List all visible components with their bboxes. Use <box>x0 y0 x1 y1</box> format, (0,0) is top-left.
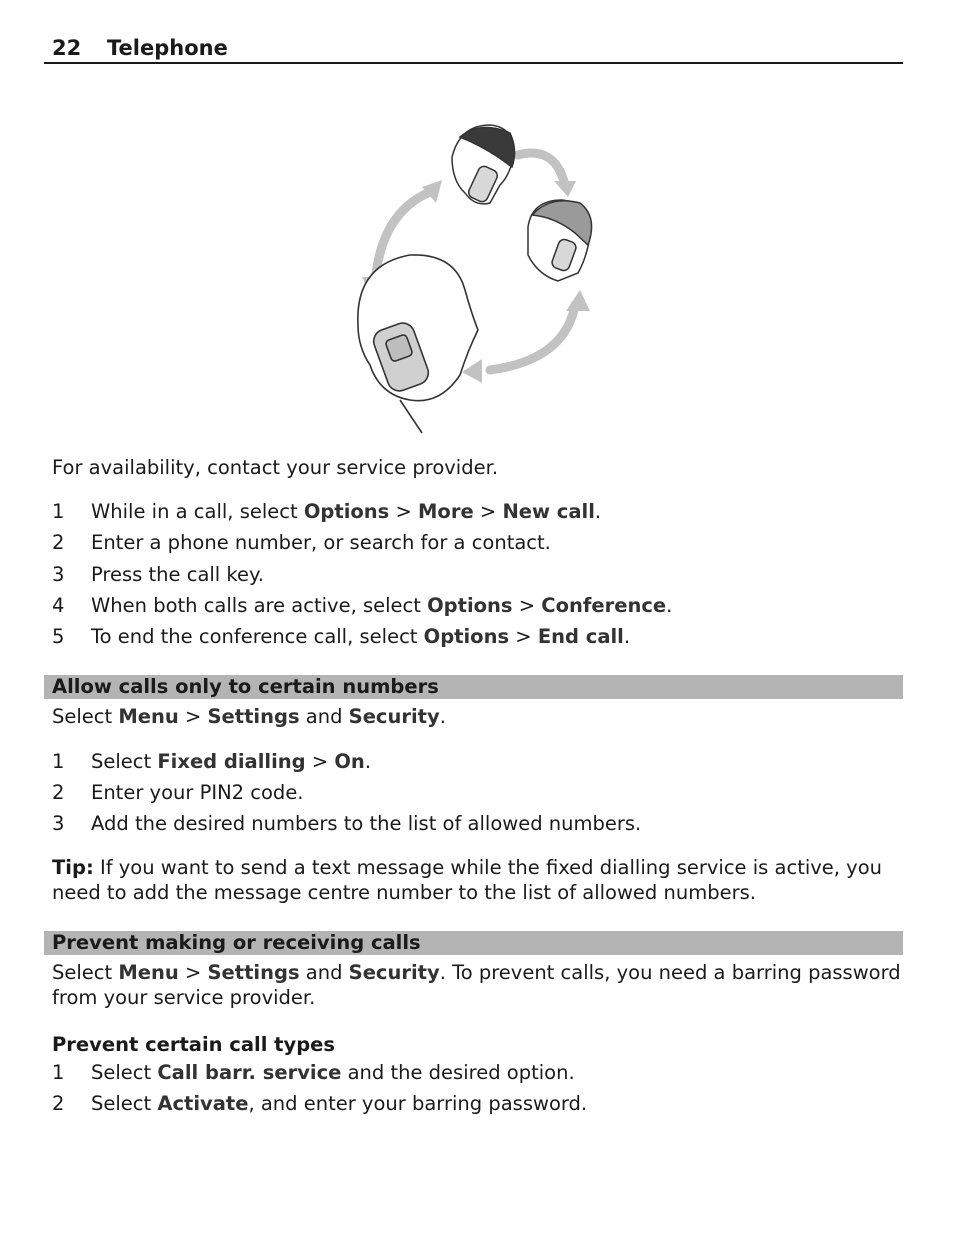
step-number: 5 <box>52 625 65 648</box>
fixed-select-path: Select Menu > Settings and Security. <box>52 705 446 728</box>
step-number: 4 <box>52 594 65 617</box>
step-text: Add the desired numbers to the list of allowed numbers. <box>91 812 642 835</box>
menu-command-settings: Settings <box>207 961 300 984</box>
menu-command-security: Security <box>348 705 440 728</box>
menu-command-menu: Menu <box>118 961 179 984</box>
subheading-call-types: Prevent certain call types <box>52 1033 335 1056</box>
step-number: 3 <box>52 812 65 835</box>
step-number: 2 <box>52 1092 65 1115</box>
menu-command-call-barr-service: Call barr. service <box>157 1061 342 1084</box>
menu-command-menu: Menu <box>118 705 179 728</box>
step-text: Select Call barr. service and the desired option. <box>91 1061 575 1084</box>
step-number: 1 <box>52 750 65 773</box>
step-number: 3 <box>52 563 65 586</box>
section-heading-fixed-dialling: Allow calls only to certain numbers <box>44 675 903 699</box>
step-text: Enter a phone number, or search for a contact. <box>91 531 551 554</box>
menu-command-more: More <box>418 500 474 523</box>
conference-call-illustration <box>340 115 610 440</box>
tip-paragraph <box>52 855 902 905</box>
menu-command-new-call: New call <box>502 500 595 523</box>
menu-command-settings: Settings <box>207 705 300 728</box>
menu-command-end-call: End call <box>537 625 624 648</box>
tip-label: Tip: <box>52 856 94 879</box>
person-bottom-icon <box>358 255 478 433</box>
menu-command-activate: Activate <box>157 1092 249 1115</box>
page-header <box>44 34 903 64</box>
menu-command-options: Options <box>427 594 513 617</box>
step-number: 1 <box>52 500 65 523</box>
step-text: When both calls are active, select Options > Conference. <box>91 594 673 617</box>
menu-command-on: On <box>334 750 365 773</box>
page-number: 22 <box>52 36 82 60</box>
tip-text: If you want to send a text message while the fixed dialling service is active, you need to add the message centre number to the list of allowed numbers. <box>52 856 883 904</box>
person-right-icon <box>528 200 592 281</box>
barring-select-path: Select Menu > Settings and Security. To prevent calls, you need a barring password from your service provider. <box>52 961 901 1009</box>
step-text: While in a call, select Options > More > New call. <box>91 500 602 523</box>
menu-command-security: Security <box>348 961 440 984</box>
step-text: Select Activate, and enter your barring password. <box>91 1092 588 1115</box>
menu-command-options: Options <box>303 500 390 523</box>
menu-command-fixed-dialling: Fixed dialling <box>157 750 306 773</box>
menu-command-conference: Conference <box>541 594 667 617</box>
chapter-title: Telephone <box>107 36 228 60</box>
step-number: 2 <box>52 781 65 804</box>
step-text: Enter your PIN2 code. <box>91 781 304 804</box>
intro-text: For availability, contact your service provider. <box>52 456 499 479</box>
section-heading-call-barring: Prevent making or receiving calls <box>44 931 903 955</box>
step-text: Select Fixed dialling > On. <box>91 750 372 773</box>
menu-command-options: Options <box>423 625 510 648</box>
step-number: 2 <box>52 531 65 554</box>
person-top-icon <box>452 125 515 204</box>
step-text: To end the conference call, select Options > End call. <box>91 625 631 648</box>
step-number: 1 <box>52 1061 65 1084</box>
step-text: Press the call key. <box>91 563 264 586</box>
